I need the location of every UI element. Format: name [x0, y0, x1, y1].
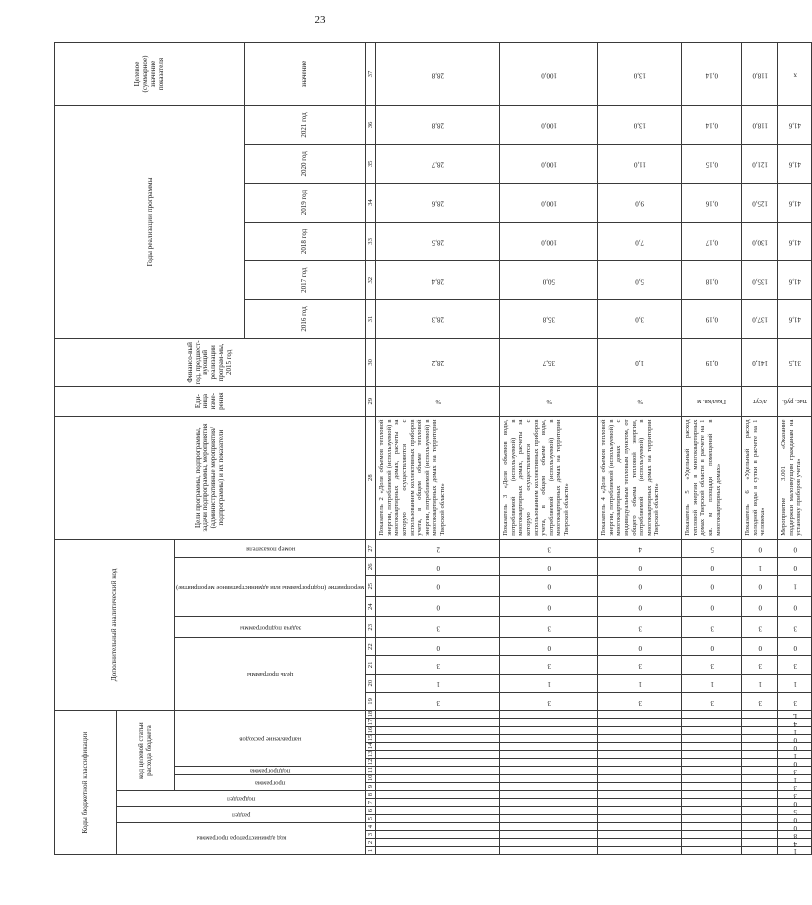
year-value: 135,0: [742, 261, 778, 300]
unit-header: Еди-ница изме-рения: [55, 386, 366, 416]
analytic-code-digit: 1: [778, 576, 812, 597]
admin-code-digit: [598, 847, 682, 855]
year-value: 0,17: [682, 222, 742, 261]
expense-direction-digit: [682, 759, 742, 767]
expense-direction-digit: [742, 735, 778, 743]
target-value: 28,8: [376, 43, 500, 106]
program-digit: 1: [778, 775, 812, 783]
program-digit: [742, 775, 778, 783]
expense-direction-digit: [500, 719, 598, 727]
year-value: 125,0: [742, 183, 778, 222]
admin-code-digit: [376, 823, 500, 831]
column-number: 35: [366, 144, 376, 183]
target-value: 0,14: [682, 43, 742, 106]
expense-direction-digit: [598, 711, 682, 719]
column-number: 34: [366, 183, 376, 222]
program-digit: [376, 783, 500, 791]
year-value: 41,6: [778, 183, 812, 222]
column-number: 27: [366, 539, 376, 557]
admin-code-digit: [742, 847, 778, 855]
admin-code-digit: 0: [778, 823, 812, 831]
expense-direction-digit: [682, 743, 742, 751]
analytic-code-digit: 1: [598, 674, 682, 692]
subsection-digit: [682, 791, 742, 799]
analytic-code-digit: 0: [500, 596, 598, 617]
expense-direction-digit: [598, 719, 682, 727]
admin-code-digit: [500, 823, 598, 831]
year-value: 0,19: [682, 300, 742, 339]
analytic-code-digit: 3: [742, 692, 778, 710]
table-row: [682, 43, 742, 855]
admin-code-digit: [500, 831, 598, 839]
subsection-digit: [742, 791, 778, 799]
column-number: 28: [366, 416, 376, 539]
subprogram-digit: [598, 767, 682, 775]
column-number: 5: [366, 815, 376, 823]
subprogram-digit: [500, 767, 598, 775]
expense-direction-digit: [682, 751, 742, 759]
goal-header: цель программы: [175, 638, 366, 711]
year-2016-header: 2016 год: [245, 300, 366, 339]
document-sheet: [62, 42, 808, 856]
subprogram-digit: [682, 767, 742, 775]
expense-direction-digit: [376, 727, 500, 735]
year-value: 130,0: [742, 222, 778, 261]
admin-code-digit: [598, 823, 682, 831]
analytic-code-digit: 3: [500, 692, 598, 710]
unit-cell: л/сут: [742, 386, 778, 416]
subsection-header: подраздел: [117, 791, 366, 807]
analytic-code-digit: 0: [778, 596, 812, 617]
subprogram-digit: 3: [778, 767, 812, 775]
year-value: 28,8: [376, 106, 500, 145]
analytic-code-header: Дополнительный аналитический код: [55, 539, 175, 710]
year-value: 28,7: [376, 144, 500, 183]
analytic-code-digit: 3: [376, 692, 500, 710]
column-number: 32: [366, 261, 376, 300]
year-value: 28,5: [376, 222, 500, 261]
activity-header: мероприятие (подпрограммы или административное мероприятие): [175, 558, 366, 617]
indicator-number-header: номер показателя: [175, 539, 366, 557]
column-number: 11: [367, 766, 375, 774]
column-number: 1: [366, 847, 376, 855]
program-digit: [500, 783, 598, 791]
admin-code-digit: [376, 839, 500, 847]
analytic-code-digit: 3: [682, 656, 742, 674]
column-number: 13: [367, 750, 375, 758]
expense-direction-digit: [598, 751, 682, 759]
column-number: 18: [367, 710, 375, 718]
analytic-code-digit: 0: [598, 596, 682, 617]
base-year-header: Финансо-вый год, предшест-вующий реализации програм-мы, 2015 год: [55, 338, 366, 386]
expense-direction-digit: [742, 759, 778, 767]
expense-direction-digit: [500, 743, 598, 751]
expense-direction-digit: 4: [778, 719, 812, 727]
analytic-code-digit: 4: [598, 539, 682, 557]
analytic-code-digit: 3: [376, 617, 500, 638]
year-2017-header: 2017 год: [245, 261, 366, 300]
expense-direction-digit: [742, 751, 778, 759]
expense-direction-digit: [598, 735, 682, 743]
section-digit: [598, 807, 682, 815]
expense-direction-digit: [376, 743, 500, 751]
analytic-code-digit: 0: [598, 576, 682, 597]
header-row-1: [55, 43, 117, 855]
year-value: 121,0: [742, 144, 778, 183]
column-number: 30: [366, 338, 376, 386]
section-digit: [742, 807, 778, 815]
analytic-code-digit: 0: [742, 638, 778, 656]
indicator-rows: [376, 43, 812, 855]
section-digit: [742, 815, 778, 823]
column-number: 25: [366, 576, 376, 597]
year-value: 9,0: [598, 183, 682, 222]
analytic-code-digit: 0: [778, 638, 812, 656]
subsection-digit: 3: [778, 791, 812, 799]
year-value: 118,0: [742, 106, 778, 145]
analytic-code-digit: 1: [376, 674, 500, 692]
year-value: 11,0: [598, 144, 682, 183]
table-row: [500, 43, 598, 855]
column-number: 23: [366, 617, 376, 638]
expense-direction-header: направление расходов: [175, 711, 366, 767]
expense-direction-digit: [682, 735, 742, 743]
analytic-code-digit: 0: [742, 576, 778, 597]
base-year-value: 1,0: [598, 338, 682, 386]
year-value: 100,0: [500, 144, 598, 183]
indicator-name: Мероприятие 3.001 «Оказание поддержки малоимущим гражданам на установку приборов учета»: [778, 416, 812, 539]
expense-direction-digit: [376, 751, 500, 759]
unit-cell: %: [500, 386, 598, 416]
analytic-code-digit: 3: [500, 617, 598, 638]
analytic-code-digit: 5: [682, 539, 742, 557]
expense-direction-digit: [682, 711, 742, 719]
expense-direction-digit: 0: [778, 743, 812, 751]
analytic-code-digit: 3: [598, 692, 682, 710]
unit-cell: тыс. руб.: [778, 386, 812, 416]
column-number: 29: [366, 386, 376, 416]
admin-code-digit: 4: [778, 839, 812, 847]
year-2018-header: 2018 год: [245, 222, 366, 261]
program-header: программа: [175, 775, 366, 791]
analytic-code-digit: 0: [682, 576, 742, 597]
table-row: [598, 43, 682, 855]
column-number: 37: [366, 43, 376, 106]
year-value: 41,6: [778, 106, 812, 145]
expense-direction-digit: [500, 735, 598, 743]
analytic-code-digit: 0: [742, 539, 778, 557]
subsection-digit: [742, 799, 778, 807]
column-number: 12: [367, 758, 375, 766]
subsection-digit: [598, 799, 682, 807]
base-year-value: 28,2: [376, 338, 500, 386]
base-year-value: 0,19: [682, 338, 742, 386]
unit-cell: %: [376, 386, 500, 416]
analytic-code-digit: 0: [598, 558, 682, 576]
analytic-code-digit: 3: [778, 617, 812, 638]
year-value: 7,0: [598, 222, 682, 261]
analytic-code-digit: 0: [376, 638, 500, 656]
section-digit: [682, 815, 742, 823]
column-number: 16: [367, 726, 375, 734]
analytic-code-digit: 0: [682, 596, 742, 617]
column-number: 24: [366, 596, 376, 617]
expense-direction-digit: [742, 743, 778, 751]
indicator-name: Показатель 4 «Доля объемов тепловой энергии, потребляемой (используемой) в многоквартирных домах с индивидуальным тепловым пунктом, от общего объема тепловой энергии, потребляемой (используемой) в многоквартирных домах на территории Тверской области»: [598, 416, 682, 539]
section-digit: [376, 807, 500, 815]
expense-direction-digit: [598, 743, 682, 751]
section-digit: [682, 807, 742, 815]
table-row: [742, 43, 778, 855]
column-number: 14: [367, 742, 375, 750]
analytic-code-digit: 1: [682, 674, 742, 692]
analytic-code-digit: 2: [376, 539, 500, 557]
expense-direction-digit: [500, 727, 598, 735]
analytic-code-digit: 1: [778, 674, 812, 692]
year-value: 41,6: [778, 222, 812, 261]
expense-direction-digit: [742, 719, 778, 727]
base-year-value: 35,7: [500, 338, 598, 386]
unit-cell: Гкал/кв. м: [682, 386, 742, 416]
year-2019-header: 2019 год: [245, 183, 366, 222]
analytic-code-digit: 0: [500, 558, 598, 576]
expense-direction-digit: [376, 719, 500, 727]
column-number: 20: [366, 674, 376, 692]
program-digit: [376, 775, 500, 783]
expense-direction-digit: [376, 759, 500, 767]
analytic-code-digit: 3: [742, 617, 778, 638]
admin-code-digit: [376, 831, 500, 839]
target-value: 100,0: [500, 43, 598, 106]
analytic-code-digit: 3: [598, 617, 682, 638]
analytic-code-digit: 1: [742, 558, 778, 576]
column-number: 26: [366, 558, 376, 576]
column-number: 7: [366, 799, 376, 807]
analytic-code-digit: 3: [376, 656, 500, 674]
base-year-value: 141,0: [742, 338, 778, 386]
table-row: [376, 43, 500, 855]
subsection-digit: [500, 799, 598, 807]
section-digit: [500, 807, 598, 815]
admin-code-header: код администратора программы: [117, 823, 366, 855]
year-2021-header: 2021 год: [245, 106, 366, 145]
admin-code-digit: [598, 831, 682, 839]
year-value: 137,0: [742, 300, 778, 339]
year-value: 100,0: [500, 183, 598, 222]
admin-code-digit: [742, 839, 778, 847]
target-value: 118,0: [742, 43, 778, 106]
admin-code-digit: [682, 823, 742, 831]
program-digit: [598, 783, 682, 791]
year-value: 28,3: [376, 300, 500, 339]
subsection-digit: [376, 791, 500, 799]
subprogram-digit: [376, 767, 500, 775]
admin-code-digit: [742, 823, 778, 831]
year-value: 100,0: [500, 106, 598, 145]
year-value: 41,6: [778, 144, 812, 183]
subprogram-digit: [742, 767, 778, 775]
unit-cell: %: [598, 386, 682, 416]
year-value: 0,14: [682, 106, 742, 145]
program-digit: [682, 775, 742, 783]
target-value: 13,0: [598, 43, 682, 106]
expense-direction-digit: 0: [778, 759, 812, 767]
column-number: 17: [367, 718, 375, 726]
program-digit: [598, 775, 682, 783]
admin-code-digit: [376, 847, 500, 855]
analytic-code-digit: 0: [682, 638, 742, 656]
expense-direction-digit: [682, 727, 742, 735]
page-number: 23: [314, 14, 326, 26]
column-number: 3: [366, 831, 376, 839]
section-digit: [376, 815, 500, 823]
expense-direction-digit: [500, 751, 598, 759]
analytic-code-digit: 3: [598, 656, 682, 674]
expense-direction-digit: [376, 711, 500, 719]
year-value: 3,0: [598, 300, 682, 339]
year-value: 0,16: [682, 183, 742, 222]
admin-code-digit: [500, 839, 598, 847]
expense-direction-digit: L: [778, 711, 812, 719]
subsection-digit: 0: [778, 799, 812, 807]
analytic-code-digit: 0: [376, 596, 500, 617]
year-value: 28,6: [376, 183, 500, 222]
analytic-code-digit: 0: [376, 576, 500, 597]
program-digit: [682, 783, 742, 791]
admin-code-digit: 8: [778, 831, 812, 839]
analytic-code-digit: 3: [778, 656, 812, 674]
analytic-code-digit: 0: [376, 558, 500, 576]
column-number: 4: [366, 823, 376, 831]
column-number: 36: [366, 106, 376, 145]
target-code-header: код целевой статьи расхода бюджета: [117, 711, 175, 791]
name-header: Цели программы, подпрограммы, задачи подпрограммы, мероприятия (административные мероприятия/подпрограммы) и их показатели: [55, 416, 366, 539]
section-digit: 0: [778, 815, 812, 823]
analytic-code-digit: 3: [500, 656, 598, 674]
subsection-digit: [376, 799, 500, 807]
column-number: 6: [366, 807, 376, 815]
expense-direction-digit: 1: [778, 727, 812, 735]
column-number: 33: [366, 222, 376, 261]
rotated-page: [62, 0, 808, 856]
column-number: 9: [366, 783, 376, 791]
year-value: 0,18: [682, 261, 742, 300]
year-value: 100,0: [500, 222, 598, 261]
analytic-code-digit: 3: [742, 656, 778, 674]
target-header: Целевое (суммарное) значение показателя: [55, 43, 245, 106]
expense-direction-digit: [598, 727, 682, 735]
indicator-name: Показатель 3 «Доля объемов воды, потребляемой (используемой) в многоквартирных домах, расчеты за которую осуществляются с использованием коллективных приборов учета, в общем объеме воды, потребляемой (используемой) в многоквартирных домах на территории Тверской области»: [500, 416, 598, 539]
value-header: значение: [245, 43, 366, 106]
base-year-value: 31,5: [778, 338, 812, 386]
analytic-code-digit: 0: [742, 596, 778, 617]
admin-code-digit: [742, 831, 778, 839]
admin-code-digit: [500, 847, 598, 855]
year-value: 5,0: [598, 261, 682, 300]
expense-direction-digit: [742, 711, 778, 719]
task-header: задача подпрограммы: [175, 617, 366, 638]
year-value: 35,8: [500, 300, 598, 339]
expense-direction-digit: [598, 759, 682, 767]
subsection-digit: [500, 791, 598, 799]
subprogram-header: подпрограмма: [175, 767, 366, 775]
year-2020-header: 2020 год: [245, 144, 366, 183]
budget-codes-header: Коды бюджетной классификации: [55, 711, 117, 855]
analytic-code-digit: 0: [500, 638, 598, 656]
analytic-code-digit: 0: [598, 638, 682, 656]
table-row: [778, 43, 812, 855]
indicator-name: Показатель 2 «Доля объемов тепловой энергии, потребляемой (используемой) в многоквартирных домах, расчеты за которую осуществляются с использованием коллективных приборов учета, в общем объеме тепловой энергии, потребляемой (используемой) в многоквартирных домах на территории Тверской области»: [376, 416, 500, 539]
admin-code-digit: [682, 847, 742, 855]
program-indicators-table: [54, 42, 812, 855]
expense-direction-digit: [500, 759, 598, 767]
indicator-name: Показатель 5 «Удельный расход тепловой энергии в многоквартирных домах Тверской области в расчете на 1 кв. м площади помещений в многоквартирных домах»: [682, 416, 742, 539]
indicator-name: Показатель 6 «Удельный расход холодной воды в сутки в расчете на 1 человека»: [742, 416, 778, 539]
admin-code-digit: [598, 839, 682, 847]
years-header: Годы реализации программы: [55, 106, 245, 339]
analytic-code-digit: 3: [682, 617, 742, 638]
program-digit: [742, 783, 778, 791]
column-number: 10: [367, 774, 375, 782]
admin-code-digit: 1: [778, 847, 812, 855]
program-digit: [500, 775, 598, 783]
year-value: 13,0: [598, 106, 682, 145]
target-value: х: [778, 43, 812, 106]
analytic-code-digit: 3: [682, 692, 742, 710]
subsection-digit: [682, 799, 742, 807]
analytic-code-digit: 0: [682, 558, 742, 576]
section-digit: [500, 815, 598, 823]
analytic-code-digit: 1: [500, 674, 598, 692]
column-number: 15: [367, 734, 375, 742]
program-digit: 3: [778, 783, 812, 791]
year-value: 28,4: [376, 261, 500, 300]
admin-code-digit: [682, 831, 742, 839]
column-number: 21: [366, 656, 376, 674]
admin-code-digit: [682, 839, 742, 847]
column-number: 8: [366, 791, 376, 799]
year-value: 50,0: [500, 261, 598, 300]
expense-direction-digit: [742, 727, 778, 735]
column-number: 31: [366, 300, 376, 339]
column-number: 2: [366, 839, 376, 847]
analytic-code-digit: 0: [778, 558, 812, 576]
analytic-code-digit: 3: [778, 692, 812, 710]
analytic-code-digit: 0: [500, 576, 598, 597]
section-header: раздел: [117, 807, 366, 823]
subsection-digit: [598, 791, 682, 799]
section-digit: 5: [778, 807, 812, 815]
year-value: 41,6: [778, 300, 812, 339]
year-value: 0,15: [682, 144, 742, 183]
analytic-code-digit: 0: [778, 539, 812, 557]
expense-direction-digit: [500, 711, 598, 719]
section-digit: [598, 815, 682, 823]
expense-direction-digit: [682, 719, 742, 727]
analytic-code-digit: 1: [742, 674, 778, 692]
column-number: 22: [366, 638, 376, 656]
analytic-code-digit: 3: [500, 539, 598, 557]
expense-direction-digit: [376, 735, 500, 743]
column-number: 19: [366, 692, 376, 710]
expense-direction-digit: 0: [778, 735, 812, 743]
column-number-row: [366, 43, 376, 855]
expense-direction-digit: 1: [778, 751, 812, 759]
year-value: 41,6: [778, 261, 812, 300]
